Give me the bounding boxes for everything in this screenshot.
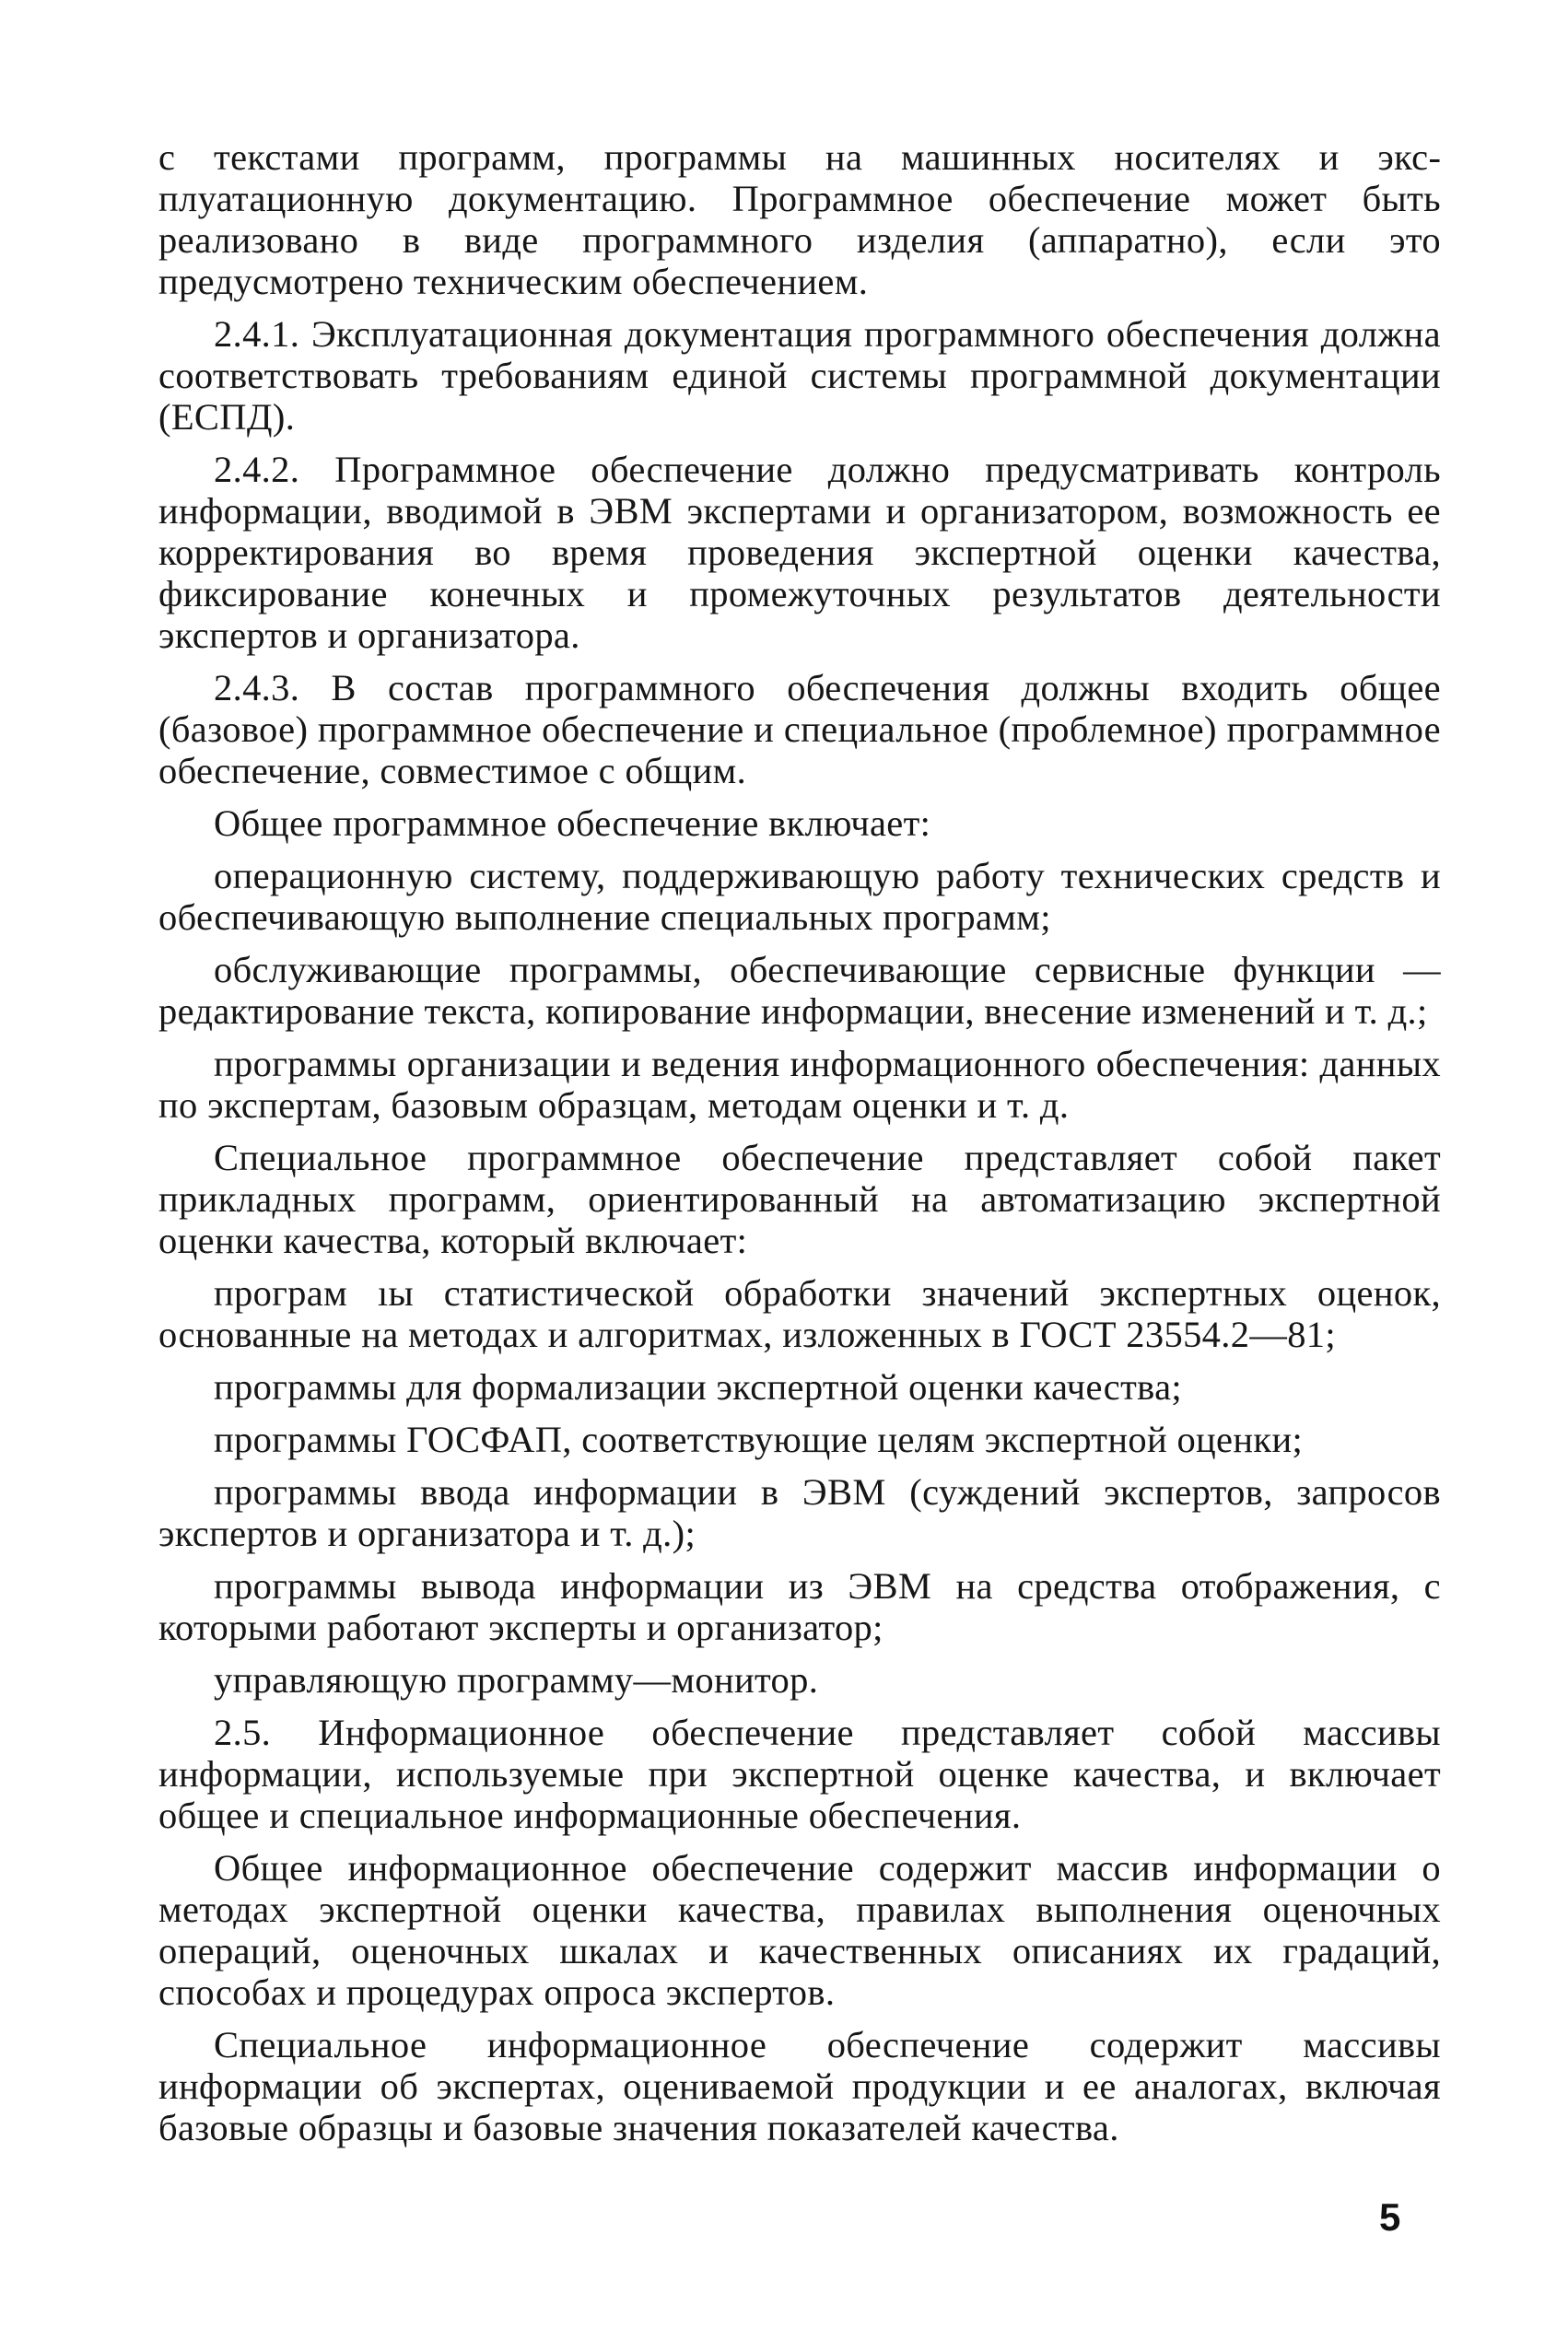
paragraph: 2.4.3. В состав программного обеспечения должны входить общее (базовое) программное обеспечение и специальное (проблемное) программное обеспечение, совместимое с общим. (158, 667, 1441, 791)
paragraph: обслуживающие программы, обеспечивающие сервисные функции — редактирование текста, копирование информации, внесение изменений и т. д.; (158, 949, 1441, 1032)
paragraph: Общее информационное обеспечение содержит массив информации о методах экспертной оценки качества, правилах выполнения оценочных операций, оценочных шкалах и качественных описаниях их градаций, способах и процедурах опроса экспертов. (158, 1847, 1441, 2013)
paragraph: программы для формализации экспертной оценки качества; (214, 1366, 1183, 1408)
paragraph: програм ıы статистической обработки значений экспертных оценок, основанные на методах и алгоритмах, изложенных в ГОСТ 23554.2—81; (158, 1272, 1441, 1355)
page-number: 5 (1379, 2195, 1401, 2239)
paragraph: Общее программное обеспечение включает: (214, 802, 931, 844)
paragraph: 2.4.2. Программное обеспечение должно предусматривать контроль информации, вводимой в ЭВМ экспертами и организатором, возможность ее корректирования во время проведения экспертной оценки качества, фиксирование конечных и промежуточных результатов деятельности экспертов и организатора. (158, 449, 1441, 656)
paragraph: управляющую программу—монитор. (214, 1659, 819, 1701)
paragraph: с текстами программ, программы на машинных носителях и эксплуатационную документацию. Программное обеспечение может быть реализовано в виде программного изделия (аппаратно), если это предусмотрено техническим обеспечением. (158, 136, 1441, 302)
paragraph: программы ввода информации в ЭВМ (суждений экспертов, запросов экспертов и организатора и т. д.); (158, 1471, 1441, 1554)
paragraph: программы организации и ведения информационного обеспечения: данных по экспертам, базовым образцам, методам оценки и т. д. (158, 1043, 1441, 1126)
paragraph: Специальное программное обеспечение представляет собой пакет прикладных программ, ориентированный на автоматизацию экспертной оценки качества, который включает: (158, 1137, 1441, 1261)
paragraph: программы вывода информации из ЭВМ на средства отображения, с которыми работают эксперты и организатор; (158, 1565, 1441, 1648)
paragraph: операционную систему, поддерживающую работу технических средств и обеспечивающую выполнение специальных программ; (158, 855, 1441, 938)
paragraph: 2.4.1. Эксплуатационная документация программного обеспечения должна соответствовать требованиям единой системы программной документации (ЕСПД). (158, 313, 1441, 438)
paragraph: 2.5. Информационное обеспечение представляет собой массивы информации, используемые при экспертной оценке качества, и включает общее и специальное информационные обеспечения. (158, 1712, 1441, 1836)
body-text (158, 136, 1441, 2159)
paragraph: Специальное информационное обеспечение содержит массивы информации об экспертах, оцениваемой продукции и ее аналогах, включая базовые образцы и базовые значения показателей качества. (158, 2024, 1441, 2148)
paragraph: программы ГОСФАП, соответствующие целям экспертной оценки; (214, 1419, 1304, 1460)
